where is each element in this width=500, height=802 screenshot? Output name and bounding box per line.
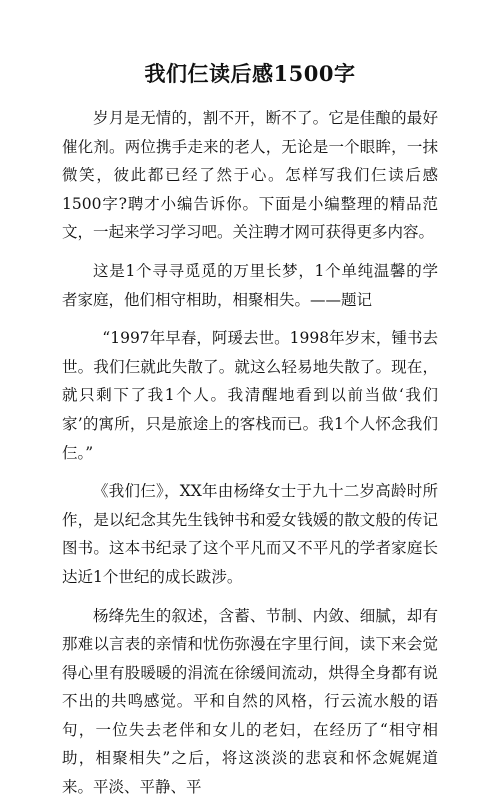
paragraph-style: 杨绛先生的叙述，含蓄、节制、内敛、细腻，却有那难以言表的亲情和忧伤弥漫在字里行间，读下来会觉得心里有股暖暖的涓流在徐缓间流动，烘得全身都有说不出的共鸣感觉。平和自然的风格，行云流水般的语句，一位失去老伴和女儿的老妇，在经历了“相守相助，相聚相失”之后，将这淡淡的悲哀和怀念娓娓道来。平淡、平静、平	[62, 606, 438, 797]
paragraph-quote: “1997年早春，阿瑗去世。1998年岁末，锺书去世。我们仨就此失散了。就这么轻易地失散了。现在，就只剩下了我1个人。我清醒地看到以前当做‘我们家’的寓所，只是旅途上的客栈而已。我1个人怀念我们仨。”	[62, 329, 438, 462]
paragraph-book-info: 《我们仨》，XX年由杨绛女士于九十二岁高龄时所作，是以纪念其先生钱钟书和爱女钱媛的散文般的传记图书。这本书纪录了这个平凡而又不平凡的学者家庭长达近1个世纪的成长跋涉。	[62, 482, 438, 586]
paragraph-intro: 岁月是无情的，割不开，断不了。它是佳酿的最好催化剂。两位携手走来的老人，无论是一个眼眸，一抹微笑，彼此都已经了然于心。怎样写我们仨读后感1500字?聘才小编告诉你。下面是小编整理的精品范文，一起来学习学习吧。关注聘才网可获得更多内容。	[62, 109, 438, 242]
document-title: 我们仨读后感1500字	[144, 61, 356, 86]
paragraph-epigraph: 这是1个寻寻觅觅的万里长梦，1个单纯温馨的学者家庭，他们相守相助，相聚相失。——题记	[62, 261, 438, 309]
